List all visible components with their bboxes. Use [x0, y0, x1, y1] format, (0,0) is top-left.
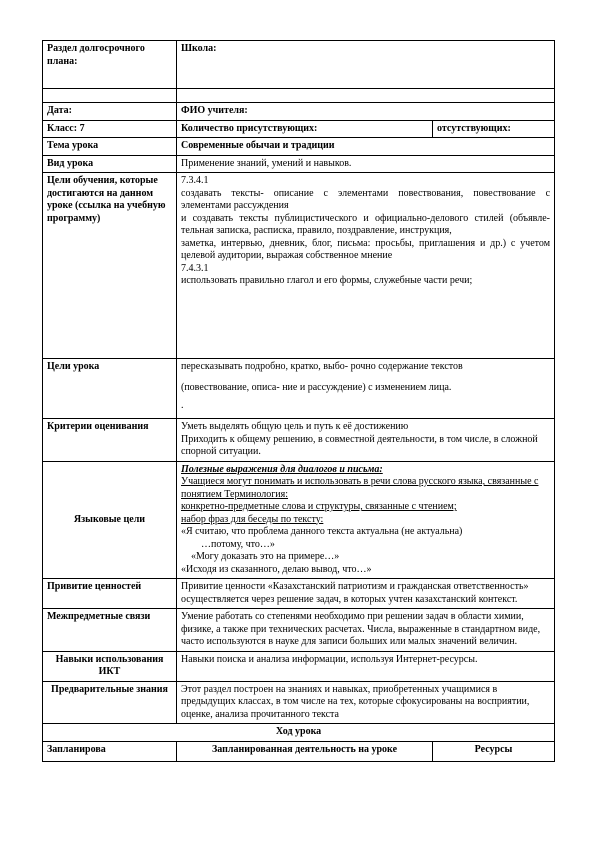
teacher-label: ФИО учителя: — [177, 103, 555, 121]
topic-value: Современные обычаи и традиции — [177, 138, 555, 156]
language-value — [177, 461, 555, 579]
language-line: «Исходя из сказанного, делаю вывод, что…» — [181, 563, 372, 575]
row-lesson-goals — [43, 359, 555, 419]
header-row-section — [43, 41, 555, 89]
language-line: «Я считаю, что проблема данного текста актуальна (не актуальна) — [181, 526, 463, 537]
date-label: Дата: — [43, 103, 177, 121]
row-criteria — [43, 419, 555, 462]
row-prior — [43, 681, 555, 724]
goals-line: 7.3.4.1 — [181, 175, 209, 186]
course-col-planned-time: Запланирова — [43, 741, 177, 761]
header-row-spacer — [43, 89, 555, 103]
language-label: Языковые цели — [43, 461, 177, 579]
values-value: Привитие ценности «Казахстанский патриотизм и гражданская ответственность» осуществляется через решение задач, в которых учтен казахстанский контекст. — [177, 579, 555, 609]
criteria-line: Приходить к общему решению, в совместной деятельности, в том числе, в сложной спорной ситуации. — [181, 433, 538, 457]
ict-label: Навыки использования ИКТ — [43, 651, 177, 681]
language-line: Учащиеся могут понимать и использовать в речи слова русского языка, связанные с понятием Терминология: — [181, 476, 539, 500]
section-label: Раздел долгосрочного плана: — [43, 41, 177, 89]
row-course-title — [43, 724, 555, 742]
absent-label: отсутствующих: — [433, 120, 555, 138]
values-label: Привитие ценностей — [43, 579, 177, 609]
goals-line: заметка, интервью, дневник, блог, письма: просьбы, приглашения и др.) с учетом целевой аудитории, выражая собственное мнение — [181, 237, 551, 261]
language-line: «Могу доказать это на примере…» — [191, 551, 340, 562]
course-col-resources: Ресурсы — [433, 741, 555, 761]
goals-label: Цели обучения, которые достигаются на данном уроке (ссылка на учебную программу) — [43, 173, 177, 359]
lesson-goals-line: пересказывать подробно, кратко, выбо- рочно содержание текстов — [181, 361, 463, 372]
header-row-date — [43, 103, 555, 121]
row-language — [43, 461, 555, 579]
goals-line: и создавать тексты публицистического и официально-делового стилей (объявле-тельная записка, расписка, правило, поздравление, инструкция, — [181, 212, 551, 236]
ict-value: Навыки поиска и анализа информации, используя Интернет-ресурсы. — [177, 651, 555, 681]
lesson-goals-line: . — [181, 400, 184, 411]
row-interdisciplinary — [43, 609, 555, 652]
topic-label: Тема урока — [43, 138, 177, 156]
language-line: набор фраз для беседы по тексту: — [181, 513, 324, 525]
class-label: Класс: 7 — [43, 120, 177, 138]
present-label: Количество присутствующих: — [177, 120, 433, 138]
lesson-goals-value — [177, 359, 555, 419]
header-row-class — [43, 120, 555, 138]
goals-line: 7.4.3.1 — [181, 262, 209, 274]
language-line: конкретно-предметные слова и структуры, связанные с чтением; — [181, 501, 457, 512]
language-line: …потому, что…» — [201, 538, 275, 550]
prior-value: Этот раздел построен на знаниях и навыках, приобретенных учащимися в предыдущих классах, в том числе на тех, которые сфокусированы на восприятии, оценке, анализа прочитанного текста — [177, 681, 555, 724]
row-ict — [43, 651, 555, 681]
lesson-goals-line: (повествование, описа- ние и рассуждение) с изменением лица. — [181, 381, 452, 393]
row-lesson-type — [43, 155, 555, 173]
goals-value — [177, 173, 555, 359]
school-label: Школа: — [177, 41, 555, 89]
spacer-cell — [177, 89, 555, 103]
goals-line: использовать правильно глагол и его формы, служебные части речи; — [181, 275, 473, 286]
course-col-activity: Запланированная деятельность на уроке — [177, 741, 433, 761]
lesson-goals-label: Цели урока — [43, 359, 177, 419]
row-values — [43, 579, 555, 609]
row-topic — [43, 138, 555, 156]
course-title: Ход урока — [43, 724, 555, 742]
lesson-type-value: Применение знаний, умений и навыков. — [177, 155, 555, 173]
interdisciplinary-label: Межпредметные связи — [43, 609, 177, 652]
row-course-header — [43, 741, 555, 761]
criteria-line: Уметь выделять общую цель и путь к её достижению — [181, 421, 409, 432]
row-goals — [43, 173, 555, 359]
lesson-plan-table — [42, 40, 555, 762]
criteria-value — [177, 419, 555, 462]
language-heading: Полезные выражения для диалогов и письма: — [181, 463, 383, 475]
lesson-type-label: Вид урока — [43, 155, 177, 173]
prior-label: Предварительные знания — [43, 681, 177, 724]
criteria-label: Критерии оценивания — [43, 419, 177, 462]
lesson-plan-page — [42, 40, 554, 762]
spacer-cell — [43, 89, 177, 103]
interdisciplinary-value: Умение работать со степенями необходимо при решении задач в области химии, физике, а также при технических расчетах. Числа, выраженные в стандартном виде, часто используются в науке для записи больших или малых значений величин. — [177, 609, 555, 652]
goals-line: создавать тексты- описание с элементами повествования, повествование с элементами рассуждения — [181, 187, 551, 211]
